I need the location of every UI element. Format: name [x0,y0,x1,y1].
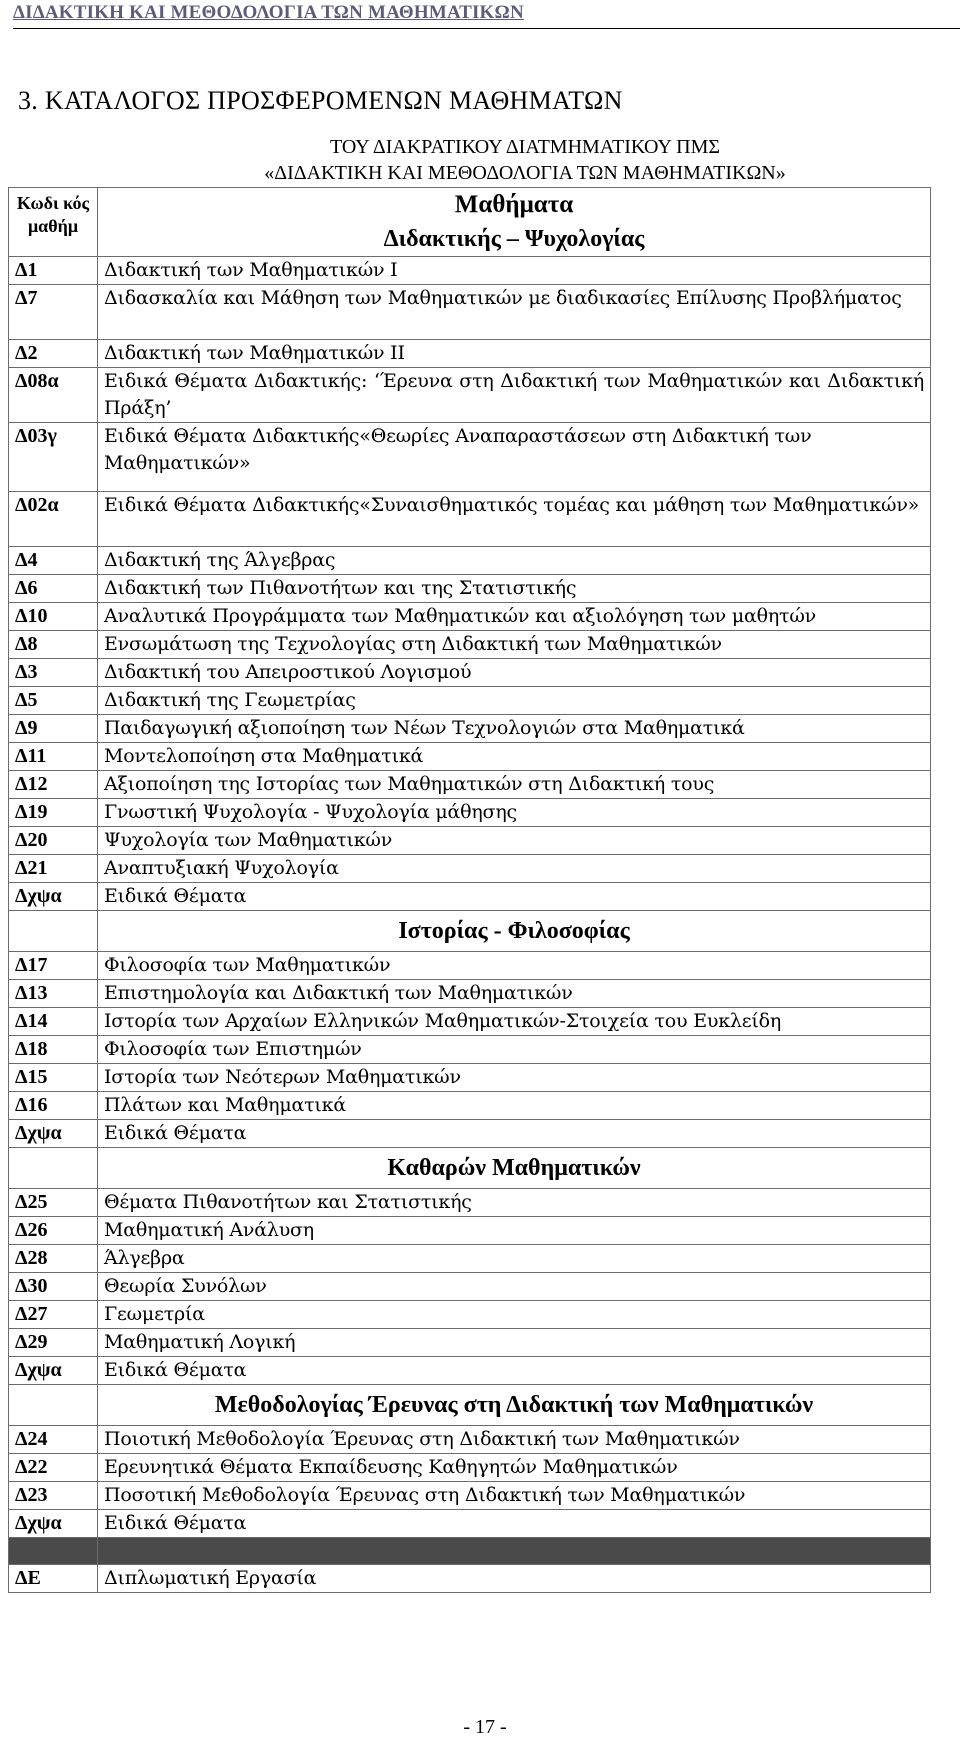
course-title: Ερευνητικά Θέματα Εκπαίδευσης Καθηγητών Μαθηματικών [98,1454,931,1482]
course-code: Δ21 [9,855,98,883]
course-title: Διδασκαλία και Μάθηση των Μαθηματικών με διαδικασίες Επίλυσης Προβλήματος [98,285,931,340]
course-code: Δ5 [9,687,98,715]
course-title: Ενσωμάτωση της Τεχνολογίας στη Διδακτική των Μαθηματικών [98,631,931,659]
course-code: Δ1 [9,257,98,285]
course-title: Διδακτική των Μαθηματικών Ι [98,257,931,285]
course-title: Ποιοτική Μεθοδολογία Έρευνας στη Διδακτική των Μαθηματικών [98,1426,931,1454]
course-code: ΔΕ [9,1565,98,1593]
category-header-research-methods: Μεθοδολογίας Έρευνας στη Διδακτική των Μαθηματικών [98,1385,931,1426]
course-title: Μαθηματική Λογική [98,1329,931,1357]
page-number-label: - 17 - [463,1716,507,1738]
course-code: Δ02α [9,492,98,547]
course-title: Ψυχολογία των Μαθηματικών [98,827,931,855]
course-title: Ποσοτική Μεθοδολογία Έρευνας στη Διδακτική των Μαθηματικών [98,1482,931,1510]
course-title: Μαθηματική Ανάλυση [98,1217,931,1245]
page-number [0,1716,960,1739]
course-code: Δ16 [9,1092,98,1120]
course-title: Αναπτυξιακή Ψυχολογία [98,855,931,883]
course-title: Διδακτική των Πιθανοτήτων και της Στατιστικής [98,575,931,603]
course-code: Δ24 [9,1426,98,1454]
course-code: Δ17 [9,952,98,980]
courses-header [98,188,931,257]
course-title: Ειδικά Θέματα [98,1120,931,1148]
course-title: Θεωρία Συνόλων [98,1273,931,1301]
course-code: Δ20 [9,827,98,855]
program-name: «ΔΙΔΑΚΤΙΚΗ ΚΑΙ ΜΕΘΟΔΟΛΟΓΙΑ ΤΩΝ ΜΑΘΗΜΑΤΙΚΩΝ» [264,162,786,184]
course-title: Γνωστική Ψυχολογία - Ψυχολογία μάθησης [98,799,931,827]
course-code: Δ11 [9,743,98,771]
course-code: Δ18 [9,1036,98,1064]
course-code: Δ4 [9,547,98,575]
category-header-history: Ιστορίας - Φιλοσοφίας [98,911,931,952]
course-code: Δ23 [9,1482,98,1510]
course-code: Δ28 [9,1245,98,1273]
course-title: Άλγεβρα [98,1245,931,1273]
course-title: Ειδικά Θέματα [98,1357,931,1385]
course-title: Φιλοσοφία των Επιστημών [98,1036,931,1064]
course-code: Δ13 [9,980,98,1008]
course-code: Δ29 [9,1329,98,1357]
course-catalog-table [8,187,931,1593]
course-title: Ιστορία των Νεότερων Μαθηματικών [98,1064,931,1092]
course-code: Δ3 [9,659,98,687]
course-code: Δ19 [9,799,98,827]
course-title: Διδακτική της Γεωμετρίας [98,687,931,715]
course-code: Δ6 [9,575,98,603]
running-header: ΔΙΔΑΚΤΙΚΗ ΚΑΙ ΜΕΘΟΔΟΛΟΓΙΑ ΤΩΝ ΜΑΘΗΜΑΤΙΚΩΝ [13,2,524,23]
category-header-didactics: Διδακτικής – Ψυχολογίας [383,226,645,252]
course-title: Πλάτων και Μαθηματικά [98,1092,931,1120]
course-code: Δ2 [9,340,98,368]
course-code: Δχψα [9,1357,98,1385]
course-title: Διδακτική των Μαθηματικών ΙΙ [98,340,931,368]
course-code: Δ7 [9,285,98,340]
course-code: Δχψα [9,1120,98,1148]
course-title: Διδακτική της Άλγεβρας [98,547,931,575]
shaded-separator-cell [98,1538,931,1565]
course-title: Διπλωματική Εργασία [98,1565,931,1593]
course-title: Ιστορία των Αρχαίων Ελληνικών Μαθηματικών-Στοιχεία του Ευκλείδη [98,1008,931,1036]
shaded-separator-cell [9,1538,98,1565]
course-code: Δχψα [9,1510,98,1538]
course-title: Ειδικά Θέματα Διδακτικής«Θεωρίες Αναπαραστάσεων στη Διδακτική των Μαθηματικών» [98,423,931,492]
course-code: Δ26 [9,1217,98,1245]
header-divider [13,28,960,29]
course-title: Διδακτική του Απειροστικού Λογισμού [98,659,931,687]
course-code: Δ27 [9,1301,98,1329]
section-title: 3. ΚΑΤΑΛΟΓΟΣ ΠΡΟΣΦΕΡΟΜΕΝΩΝ ΜΑΘΗΜΑΤΩΝ [18,86,623,115]
course-title: Θέματα Πιθανοτήτων και Στατιστικής [98,1189,931,1217]
course-title: Ειδικά Θέματα Διδακτικής: ‘Έρευνα στη Διδακτική των Μαθηματικών και Διδακτική Πράξη’ [98,368,931,423]
category-header-pure-math: Καθαρών Μαθηματικών [98,1148,931,1189]
program-subtitle: ΤΟΥ ΔΙΑΚΡΑΤΙΚΟΥ ΔΙΑΤΜΗΜΑΤΙΚΟΥ ΠΜΣ [329,136,721,158]
course-code: Δ9 [9,715,98,743]
course-title: Επιστημολογία και Διδακτική των Μαθηματικών [98,980,931,1008]
course-code: Δ14 [9,1008,98,1036]
course-title: Παιδαγωγική αξιοποίηση των Νέων Τεχνολογιών στα Μαθηματικά [98,715,931,743]
empty-code-cell [9,1385,98,1426]
course-title: Ειδικά Θέματα Διδακτικής«Συναισθηματικός τομέας και μάθηση των Μαθηματικών» [98,492,931,547]
course-code: Δ22 [9,1454,98,1482]
empty-code-cell [9,911,98,952]
course-code: Δ15 [9,1064,98,1092]
course-title: Μοντελοποίηση στα Μαθηματικά [98,743,931,771]
course-title: Ειδικά Θέματα [98,883,931,911]
course-code: Δ30 [9,1273,98,1301]
course-title: Αναλυτικά Προγράμματα των Μαθηματικών και αξιολόγηση των μαθητών [98,603,931,631]
empty-code-cell [9,1148,98,1189]
course-code: Δ10 [9,603,98,631]
course-code: Δ03γ [9,423,98,492]
course-title: Αξιοποίηση της Ιστορίας των Μαθηματικών στη Διδακτική τους [98,771,931,799]
course-code: Δ8 [9,631,98,659]
course-code: Δ08α [9,368,98,423]
course-code: Δχψα [9,883,98,911]
course-code: Δ12 [9,771,98,799]
course-title: Φιλοσοφία των Μαθηματικών [98,952,931,980]
course-title: Ειδικά Θέματα [98,1510,931,1538]
course-code: Δ25 [9,1189,98,1217]
course-title: Γεωμετρία [98,1301,931,1329]
courses-header-label: Μαθήματα [454,191,574,218]
course-code-header: Κωδι κός μαθήμ [9,188,98,257]
